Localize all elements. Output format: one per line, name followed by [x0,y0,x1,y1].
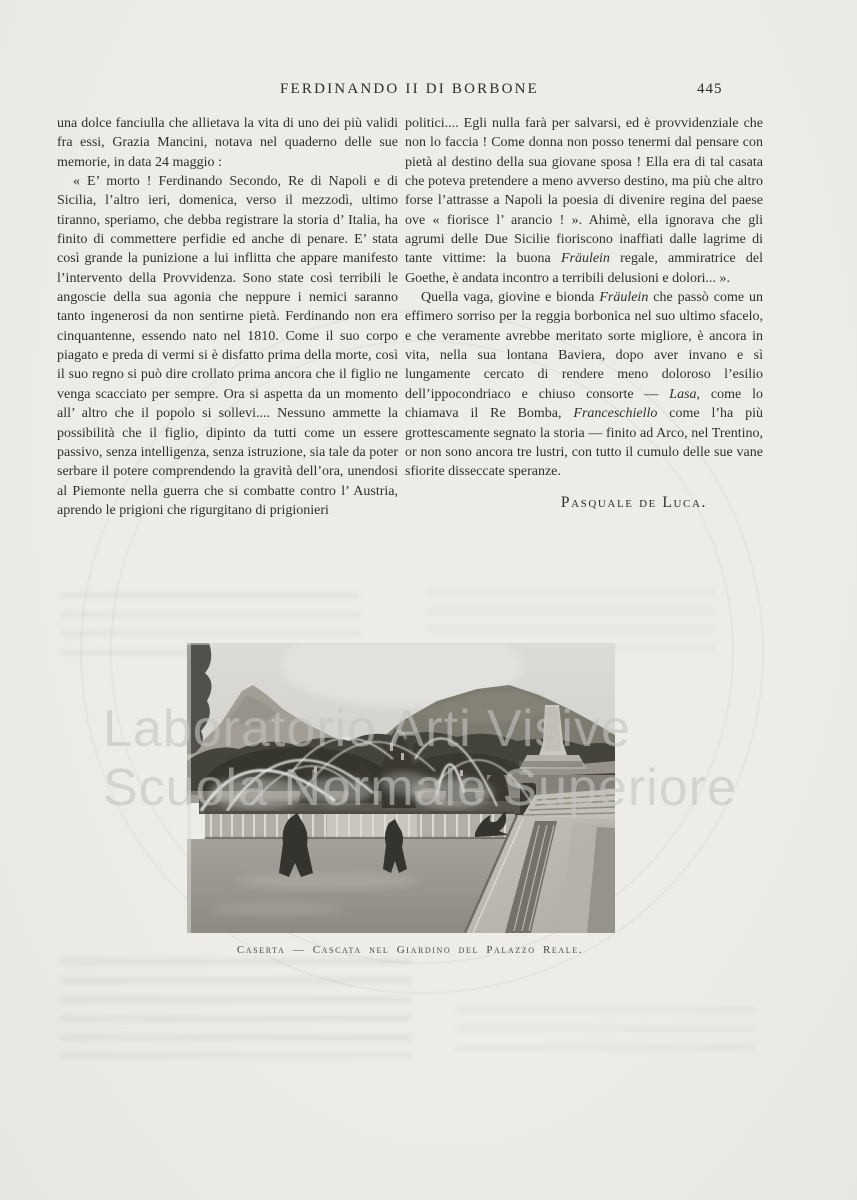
running-head-title: FERDINANDO II DI BORBONE [279,81,540,97]
right-column [405,114,763,520]
figure-caption: Caserta — Cascata nel Giardino del Palazzo Reale. [236,944,584,956]
article-body [57,114,763,520]
paragraph: « E’ morto ! Ferdinando Secondo, Re di Napoli e di Sicilia, l’altro ieri, domenica, verso il mezzodì, ultimo tiranno, speriamo, che debba registrare la storia d’ Italia, ha finito di commettere perfidie ed anche di penare. E’ stata così grande la punizione a lui inflitta che appare manifesto l’intervento della Provvidenza. Sono state così terribili le angoscie della sua agonia che neppure i nemici saranno tanto ingenerosi da non sentirne pietà. Ferdinando non era cinquantenne, essendo nato nel 1810. Come il suo corpo piagato e preda di vermi si è disfatto prima della morte, così il suo regno si può dire crollato prima ancora che il figlio ne venga scacciato per sempre. Ora si aspetta da un momento all’ altro che il popolo si sollevi.... Nessuno ammette la possibilità che il figlio, dipinto da tutti come un essere passivo, senza intelligenza, senza istruzione, sia tale da poter serbare il potere comprendendo la gravità dell’ora, unendosi al Piemonte nella guerra che si combatte contro l’ Austria, aprendo le prigioni che rigurgitano di prigionieri [57,174,398,518]
fountain-photograph [187,643,615,933]
photo-waterfall [205,811,515,841]
bleedthrough-smudge [455,1006,755,1062]
paragraph: politici.... Egli nulla farà per salvarsi, ed è provvidenziale che non lo faccia ! Come donna non posso tenermi dal pensare con pietà al destino della sua giovane sposa ! Ella era di tal casata che poteva pretendere a meno avverso destino, ma più che altro forse l’attrasse a Napoli la poesia di divenire regina del paese ove « fiorisce l’ arancio ! ». Ahimè, ella ignorava che gli agrumi delle Due Sicilie fioriscono inaffiati dalle lagrime di tante vittime: la buona Fräulein regale, ammiratrice del Goethe, è andata incontro a terribili delusioni e dolori... ». [405,116,763,286]
left-column [57,114,398,520]
watermark-line-2: Scuola Normale Superiore [103,759,737,817]
watermark-line-1: Laboratorio Arti Visive [103,700,631,758]
author-signature: Pasquale de Luca. [560,493,707,511]
page-number: 445 [697,81,723,97]
paragraph: Quella vaga, giovine e bionda Fräulein che passò come un effimero sorriso per la reggia borbonica nel suo ultimo sfacelo, e che veramente avrebbe meritato sorte migliore, è ancora in vita, nella sua lontana Baviera, dopo aver invano e sì lungamente cercato di rendere meno doloroso l’esilio dell’ippocondriaco e chiuso consorte — Lasa, come lo chiamava il Re Bomba, Franceschiello come l’ha più grottescamente segnato la storia — finito ad Arco, nel Trentino, or non sono ancora tre lustri, con tutto il cumulo delle sue vane sfiorite disseccate speranze. [405,290,763,480]
right-column-paragraphs [405,114,763,482]
paragraph: una dolce fanciulla che allietava la vita di uno dei più validi fra essi, Grazia Mancini, notava nel quaderno delle sue memorie, in data 24 maggio : [57,116,398,170]
fountain-photo-illustration [187,643,615,933]
